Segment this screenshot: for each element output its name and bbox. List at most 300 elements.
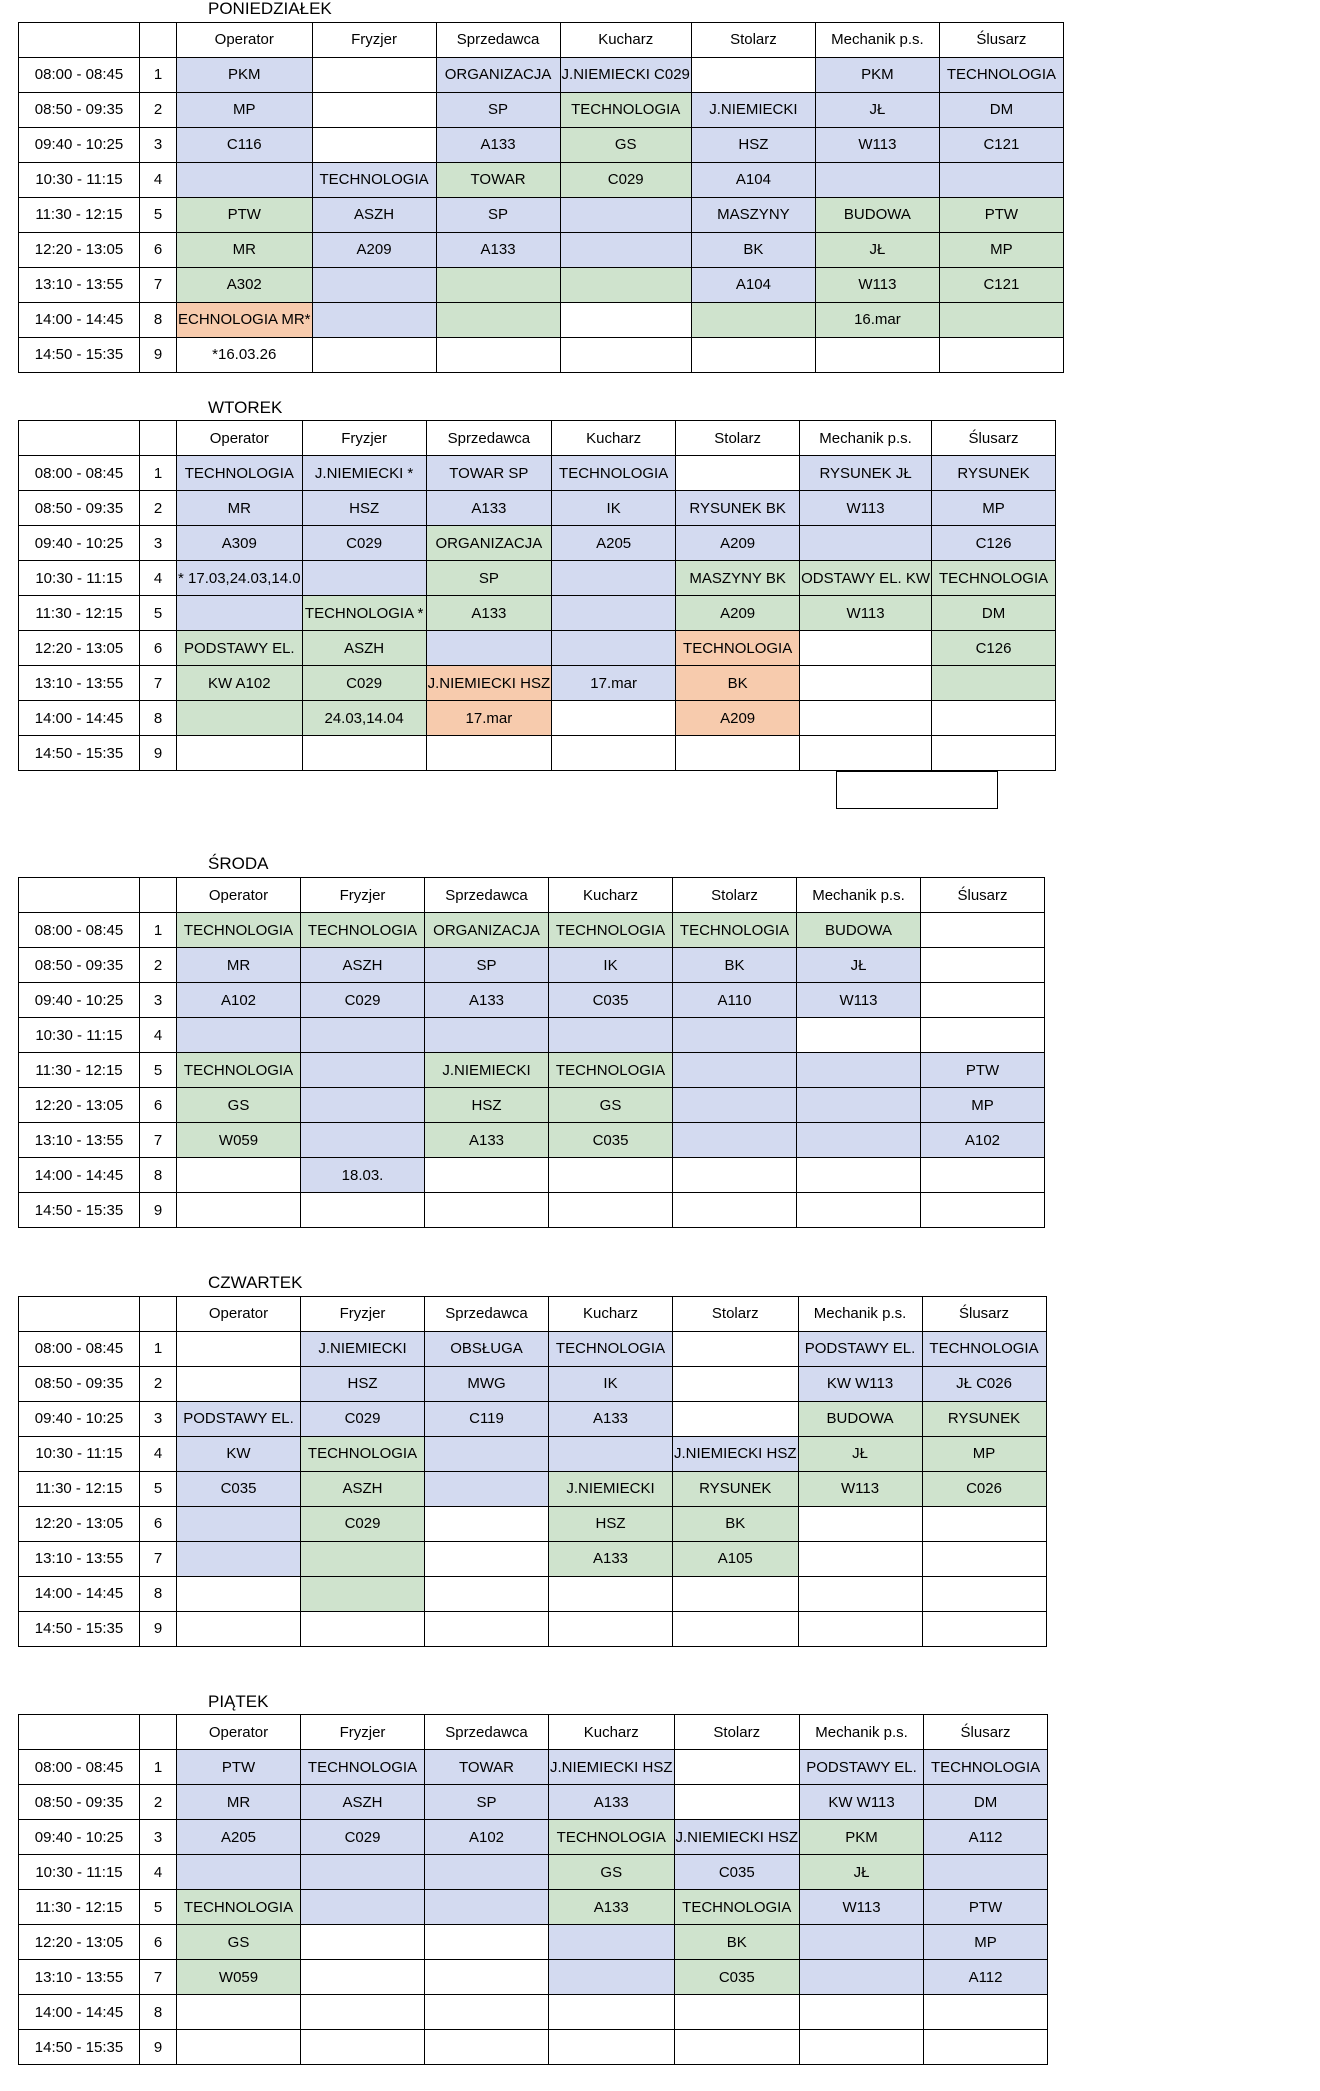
- schedule-cell[interactable]: ORGANIZACJA: [436, 57, 560, 92]
- schedule-cell[interactable]: A309: [177, 526, 303, 561]
- schedule-cell[interactable]: [177, 1541, 301, 1576]
- schedule-cell[interactable]: C035: [674, 1960, 800, 1995]
- schedule-cell[interactable]: [177, 1018, 301, 1053]
- schedule-cell[interactable]: [691, 337, 815, 372]
- schedule-cell[interactable]: [552, 561, 676, 596]
- schedule-cell[interactable]: [560, 337, 691, 372]
- schedule-cell[interactable]: [673, 1401, 799, 1436]
- schedule-cell[interactable]: [425, 1576, 549, 1611]
- schedule-cell[interactable]: [425, 1193, 549, 1228]
- schedule-cell[interactable]: [301, 1576, 425, 1611]
- schedule-cell[interactable]: [425, 1960, 549, 1995]
- schedule-cell[interactable]: JŁ: [800, 1855, 924, 1890]
- schedule-cell[interactable]: [552, 596, 676, 631]
- schedule-cell[interactable]: [301, 1088, 425, 1123]
- schedule-cell[interactable]: A205: [552, 526, 676, 561]
- schedule-cell[interactable]: [425, 1855, 549, 1890]
- schedule-cell[interactable]: HSZ: [691, 127, 815, 162]
- schedule-cell[interactable]: *16.03.26: [177, 337, 313, 372]
- schedule-cell[interactable]: BK: [673, 1506, 799, 1541]
- schedule-cell[interactable]: KW A102: [177, 666, 303, 701]
- schedule-cell[interactable]: [177, 1506, 301, 1541]
- schedule-cell[interactable]: [815, 162, 939, 197]
- schedule-cell[interactable]: TECHNOLOGIA: [177, 1053, 301, 1088]
- schedule-cell[interactable]: ASZH: [301, 1471, 425, 1506]
- schedule-cell[interactable]: [673, 1331, 799, 1366]
- schedule-cell[interactable]: 17.mar: [426, 701, 552, 736]
- schedule-cell[interactable]: [800, 2030, 924, 2065]
- schedule-cell[interactable]: [177, 1193, 301, 1228]
- schedule-cell[interactable]: C035: [674, 1855, 800, 1890]
- schedule-cell[interactable]: [922, 1611, 1046, 1646]
- schedule-cell[interactable]: BUDOWA: [797, 913, 921, 948]
- schedule-cell[interactable]: J.NIEMIECKI HSZ: [673, 1436, 799, 1471]
- schedule-cell[interactable]: OBSŁUGA: [425, 1331, 549, 1366]
- schedule-cell[interactable]: JŁ C026: [922, 1366, 1046, 1401]
- schedule-cell[interactable]: [312, 267, 436, 302]
- schedule-cell[interactable]: J.NIEMIECKI HSZ: [674, 1820, 800, 1855]
- schedule-cell[interactable]: [922, 1576, 1046, 1611]
- schedule-cell[interactable]: [924, 1995, 1048, 2030]
- schedule-cell[interactable]: [425, 1541, 549, 1576]
- schedule-cell[interactable]: JŁ: [815, 92, 939, 127]
- schedule-cell[interactable]: BK: [673, 948, 797, 983]
- schedule-cell[interactable]: [673, 1193, 797, 1228]
- schedule-cell[interactable]: W113: [800, 491, 932, 526]
- schedule-cell[interactable]: [673, 1158, 797, 1193]
- schedule-cell[interactable]: MR: [177, 232, 313, 267]
- schedule-cell[interactable]: KW W113: [798, 1366, 922, 1401]
- schedule-cell[interactable]: TECHNOLOGIA: [301, 1750, 425, 1785]
- schedule-cell[interactable]: [301, 2030, 425, 2065]
- schedule-cell[interactable]: PTW: [924, 1890, 1048, 1925]
- schedule-cell[interactable]: [549, 1925, 675, 1960]
- schedule-cell[interactable]: [301, 1995, 425, 2030]
- schedule-cell[interactable]: MASZYNY BK: [676, 561, 800, 596]
- schedule-cell[interactable]: A133: [426, 491, 552, 526]
- schedule-cell[interactable]: A205: [177, 1820, 301, 1855]
- schedule-cell[interactable]: BK: [676, 666, 800, 701]
- schedule-cell[interactable]: [800, 526, 932, 561]
- schedule-cell[interactable]: [922, 1541, 1046, 1576]
- schedule-cell[interactable]: A102: [425, 1820, 549, 1855]
- schedule-cell[interactable]: J.NIEMIECKI: [301, 1331, 425, 1366]
- schedule-cell[interactable]: [921, 983, 1045, 1018]
- schedule-cell[interactable]: A302: [177, 267, 313, 302]
- schedule-cell[interactable]: HSZ: [302, 491, 426, 526]
- schedule-cell[interactable]: J.NIEMIECKI: [425, 1053, 549, 1088]
- schedule-cell[interactable]: [177, 1331, 301, 1366]
- schedule-cell[interactable]: [549, 1193, 673, 1228]
- schedule-cell[interactable]: TECHNOLOGIA: [177, 456, 303, 491]
- schedule-cell[interactable]: J.NIEMIECKI *: [302, 456, 426, 491]
- schedule-cell[interactable]: [797, 1123, 921, 1158]
- schedule-cell[interactable]: ORGANIZACJA: [426, 526, 552, 561]
- schedule-cell[interactable]: C121: [939, 127, 1063, 162]
- schedule-cell[interactable]: ASZH: [302, 631, 426, 666]
- schedule-cell[interactable]: J.NIEMIECKI HSZ: [426, 666, 552, 701]
- schedule-cell[interactable]: DM: [939, 92, 1063, 127]
- schedule-cell[interactable]: TECHNOLOGIA: [924, 1750, 1048, 1785]
- schedule-cell[interactable]: ASZH: [301, 1785, 425, 1820]
- schedule-cell[interactable]: C126: [932, 526, 1056, 561]
- schedule-cell[interactable]: PTW: [939, 197, 1063, 232]
- schedule-cell[interactable]: [549, 1158, 673, 1193]
- schedule-cell[interactable]: TOWAR SP: [426, 456, 552, 491]
- schedule-cell[interactable]: [549, 1018, 673, 1053]
- schedule-cell[interactable]: TECHNOLOGIA: [676, 631, 800, 666]
- schedule-cell[interactable]: TECHNOLOGIA: [922, 1331, 1046, 1366]
- schedule-cell[interactable]: PODSTAWY EL.: [800, 1750, 924, 1785]
- schedule-cell[interactable]: [691, 57, 815, 92]
- schedule-cell[interactable]: GS: [549, 1088, 673, 1123]
- schedule-cell[interactable]: [800, 736, 932, 771]
- schedule-cell[interactable]: A133: [549, 1541, 673, 1576]
- schedule-cell[interactable]: J.NIEMIECKI: [549, 1471, 673, 1506]
- schedule-cell[interactable]: [436, 302, 560, 337]
- schedule-cell[interactable]: RYSUNEK: [673, 1471, 799, 1506]
- schedule-cell[interactable]: RYSUNEK: [922, 1401, 1046, 1436]
- schedule-cell[interactable]: W113: [797, 983, 921, 1018]
- schedule-cell[interactable]: [800, 701, 932, 736]
- schedule-cell[interactable]: [800, 1925, 924, 1960]
- schedule-cell[interactable]: [425, 1890, 549, 1925]
- schedule-cell[interactable]: [800, 1960, 924, 1995]
- schedule-cell[interactable]: [302, 736, 426, 771]
- schedule-cell[interactable]: [922, 1506, 1046, 1541]
- schedule-cell[interactable]: [177, 1855, 301, 1890]
- schedule-cell[interactable]: A104: [691, 267, 815, 302]
- schedule-cell[interactable]: [673, 1088, 797, 1123]
- schedule-cell[interactable]: [674, 1995, 800, 2030]
- schedule-cell[interactable]: KW W113: [800, 1785, 924, 1820]
- schedule-cell[interactable]: HSZ: [425, 1088, 549, 1123]
- schedule-cell[interactable]: [312, 127, 436, 162]
- schedule-cell[interactable]: [177, 1611, 301, 1646]
- schedule-cell[interactable]: RYSUNEK BK: [676, 491, 800, 526]
- schedule-cell[interactable]: TECHNOLOGIA: [301, 1436, 425, 1471]
- schedule-cell[interactable]: [177, 2030, 301, 2065]
- schedule-cell[interactable]: A110: [673, 983, 797, 1018]
- schedule-cell[interactable]: * 17.03,24.03,14.0: [177, 561, 303, 596]
- schedule-cell[interactable]: MP: [177, 92, 313, 127]
- schedule-cell[interactable]: SP: [436, 92, 560, 127]
- stray-cell[interactable]: [837, 772, 998, 809]
- schedule-cell[interactable]: [177, 701, 303, 736]
- schedule-cell[interactable]: C029: [302, 666, 426, 701]
- schedule-cell[interactable]: ECHNOLOGIA MR*: [177, 302, 313, 337]
- schedule-cell[interactable]: [552, 736, 676, 771]
- schedule-cell[interactable]: KW: [177, 1436, 301, 1471]
- schedule-cell[interactable]: [800, 631, 932, 666]
- schedule-cell[interactable]: SP: [425, 948, 549, 983]
- schedule-cell[interactable]: A133: [549, 1401, 673, 1436]
- schedule-cell[interactable]: [312, 57, 436, 92]
- schedule-cell[interactable]: JŁ: [798, 1436, 922, 1471]
- schedule-cell[interactable]: SP: [426, 561, 552, 596]
- schedule-cell[interactable]: C029: [301, 1820, 425, 1855]
- schedule-cell[interactable]: [425, 1611, 549, 1646]
- schedule-cell[interactable]: A209: [676, 701, 800, 736]
- schedule-cell[interactable]: [921, 948, 1045, 983]
- schedule-cell[interactable]: RYSUNEK: [932, 456, 1056, 491]
- schedule-cell[interactable]: PTW: [177, 1750, 301, 1785]
- schedule-cell[interactable]: A209: [676, 526, 800, 561]
- schedule-cell[interactable]: W113: [815, 267, 939, 302]
- schedule-cell[interactable]: W113: [800, 596, 932, 631]
- schedule-cell[interactable]: MP: [922, 1436, 1046, 1471]
- schedule-cell[interactable]: W113: [800, 1890, 924, 1925]
- schedule-cell[interactable]: DM: [932, 596, 1056, 631]
- schedule-cell[interactable]: [815, 337, 939, 372]
- schedule-cell[interactable]: TECHNOLOGIA: [673, 913, 797, 948]
- schedule-cell[interactable]: PKM: [800, 1820, 924, 1855]
- schedule-cell[interactable]: A133: [549, 1890, 675, 1925]
- schedule-cell[interactable]: MP: [924, 1925, 1048, 1960]
- schedule-cell[interactable]: MR: [177, 491, 303, 526]
- schedule-cell[interactable]: [797, 1018, 921, 1053]
- schedule-cell[interactable]: TECHNOLOGIA: [549, 1820, 675, 1855]
- schedule-cell[interactable]: [939, 302, 1063, 337]
- schedule-cell[interactable]: TECHNOLOGIA: [674, 1890, 800, 1925]
- schedule-cell[interactable]: TECHNOLOGIA: [932, 561, 1056, 596]
- schedule-cell[interactable]: TECHNOLOGIA: [312, 162, 436, 197]
- schedule-cell[interactable]: [549, 1576, 673, 1611]
- schedule-cell[interactable]: [549, 1436, 673, 1471]
- schedule-cell[interactable]: TECHNOLOGIA: [177, 913, 301, 948]
- schedule-cell[interactable]: [691, 302, 815, 337]
- schedule-cell[interactable]: [425, 1995, 549, 2030]
- schedule-cell[interactable]: BUDOWA: [798, 1401, 922, 1436]
- schedule-cell[interactable]: GS: [177, 1088, 301, 1123]
- schedule-cell[interactable]: 17.mar: [552, 666, 676, 701]
- schedule-cell[interactable]: JŁ: [815, 232, 939, 267]
- schedule-cell[interactable]: [676, 456, 800, 491]
- schedule-cell[interactable]: TECHNOLOGIA: [177, 1890, 301, 1925]
- schedule-cell[interactable]: [425, 1506, 549, 1541]
- schedule-cell[interactable]: [426, 736, 552, 771]
- schedule-cell[interactable]: TECHNOLOGIA: [549, 1053, 673, 1088]
- schedule-cell[interactable]: ASZH: [301, 948, 425, 983]
- schedule-cell[interactable]: MP: [939, 232, 1063, 267]
- schedule-cell[interactable]: W113: [798, 1471, 922, 1506]
- schedule-cell[interactable]: [425, 1471, 549, 1506]
- schedule-cell[interactable]: PKM: [177, 57, 313, 92]
- schedule-cell[interactable]: [932, 736, 1056, 771]
- schedule-cell[interactable]: [301, 1541, 425, 1576]
- schedule-cell[interactable]: C035: [177, 1471, 301, 1506]
- schedule-cell[interactable]: [177, 1366, 301, 1401]
- schedule-cell[interactable]: GS: [560, 127, 691, 162]
- schedule-cell[interactable]: [549, 1960, 675, 1995]
- schedule-cell[interactable]: JŁ: [797, 948, 921, 983]
- schedule-cell[interactable]: A133: [425, 983, 549, 1018]
- schedule-cell[interactable]: [921, 1158, 1045, 1193]
- schedule-cell[interactable]: SP: [436, 197, 560, 232]
- schedule-cell[interactable]: IK: [549, 948, 673, 983]
- schedule-cell[interactable]: TECHNOLOGIA: [560, 92, 691, 127]
- schedule-cell[interactable]: [932, 666, 1056, 701]
- schedule-cell[interactable]: C119: [425, 1401, 549, 1436]
- schedule-cell[interactable]: [301, 1960, 425, 1995]
- schedule-cell[interactable]: TECHNOLOGIA: [549, 1331, 673, 1366]
- schedule-cell[interactable]: [797, 1088, 921, 1123]
- schedule-cell[interactable]: [674, 1785, 800, 1820]
- schedule-cell[interactable]: TECHNOLOGIA: [549, 913, 673, 948]
- schedule-cell[interactable]: [425, 1158, 549, 1193]
- schedule-cell[interactable]: [932, 701, 1056, 736]
- schedule-cell[interactable]: A102: [921, 1123, 1045, 1158]
- schedule-cell[interactable]: TECHNOLOGIA: [552, 456, 676, 491]
- schedule-cell[interactable]: [177, 596, 303, 631]
- schedule-cell[interactable]: [301, 1855, 425, 1890]
- schedule-cell[interactable]: PODSTAWY EL.: [177, 1401, 301, 1436]
- schedule-cell[interactable]: [552, 701, 676, 736]
- schedule-cell[interactable]: [301, 1018, 425, 1053]
- schedule-cell[interactable]: A133: [425, 1123, 549, 1158]
- schedule-cell[interactable]: A112: [924, 1820, 1048, 1855]
- schedule-cell[interactable]: TOWAR: [436, 162, 560, 197]
- schedule-cell[interactable]: [549, 1995, 675, 2030]
- schedule-cell[interactable]: PODSTAWY EL.: [798, 1331, 922, 1366]
- schedule-cell[interactable]: C029: [302, 526, 426, 561]
- schedule-cell[interactable]: [939, 337, 1063, 372]
- schedule-cell[interactable]: [425, 1925, 549, 1960]
- schedule-cell[interactable]: [921, 1193, 1045, 1228]
- schedule-cell[interactable]: [177, 736, 303, 771]
- schedule-cell[interactable]: [436, 337, 560, 372]
- schedule-cell[interactable]: [436, 267, 560, 302]
- schedule-cell[interactable]: [674, 2030, 800, 2065]
- schedule-cell[interactable]: [924, 2030, 1048, 2065]
- schedule-cell[interactable]: A133: [436, 127, 560, 162]
- schedule-cell[interactable]: [301, 1925, 425, 1960]
- schedule-cell[interactable]: [426, 631, 552, 666]
- schedule-cell[interactable]: [560, 232, 691, 267]
- schedule-cell[interactable]: [673, 1611, 799, 1646]
- schedule-cell[interactable]: MP: [932, 491, 1056, 526]
- schedule-cell[interactable]: [312, 302, 436, 337]
- schedule-cell[interactable]: C121: [939, 267, 1063, 302]
- schedule-cell[interactable]: [302, 561, 426, 596]
- schedule-cell[interactable]: [552, 631, 676, 666]
- schedule-cell[interactable]: MR: [177, 948, 301, 983]
- schedule-cell[interactable]: IK: [552, 491, 676, 526]
- schedule-cell[interactable]: C026: [922, 1471, 1046, 1506]
- schedule-cell[interactable]: [177, 1158, 301, 1193]
- schedule-cell[interactable]: [921, 913, 1045, 948]
- schedule-cell[interactable]: [676, 736, 800, 771]
- schedule-cell[interactable]: [301, 1053, 425, 1088]
- schedule-cell[interactable]: C035: [549, 1123, 673, 1158]
- schedule-cell[interactable]: A112: [924, 1960, 1048, 1995]
- schedule-cell[interactable]: BK: [674, 1925, 800, 1960]
- schedule-cell[interactable]: MWG: [425, 1366, 549, 1401]
- schedule-cell[interactable]: SP: [425, 1785, 549, 1820]
- schedule-cell[interactable]: PTW: [921, 1053, 1045, 1088]
- schedule-cell[interactable]: ASZH: [312, 197, 436, 232]
- schedule-cell[interactable]: C116: [177, 127, 313, 162]
- schedule-cell[interactable]: [921, 1018, 1045, 1053]
- schedule-cell[interactable]: HSZ: [549, 1506, 673, 1541]
- schedule-cell[interactable]: A105: [673, 1541, 799, 1576]
- schedule-cell[interactable]: [673, 1576, 799, 1611]
- schedule-cell[interactable]: [425, 1018, 549, 1053]
- schedule-cell[interactable]: TECHNOLOGIA: [301, 913, 425, 948]
- schedule-cell[interactable]: MP: [921, 1088, 1045, 1123]
- schedule-cell[interactable]: J.NIEMIECKI HSZ: [549, 1750, 675, 1785]
- schedule-cell[interactable]: HSZ: [301, 1366, 425, 1401]
- schedule-cell[interactable]: [301, 1890, 425, 1925]
- schedule-cell[interactable]: [924, 1855, 1048, 1890]
- schedule-cell[interactable]: [177, 1576, 301, 1611]
- schedule-cell[interactable]: [674, 1750, 800, 1785]
- schedule-cell[interactable]: 16.mar: [815, 302, 939, 337]
- schedule-cell[interactable]: PODSTAWY EL.: [177, 631, 303, 666]
- schedule-cell[interactable]: [673, 1123, 797, 1158]
- schedule-cell[interactable]: [312, 337, 436, 372]
- schedule-cell[interactable]: A104: [691, 162, 815, 197]
- schedule-cell[interactable]: C126: [932, 631, 1056, 666]
- schedule-cell[interactable]: C029: [560, 162, 691, 197]
- schedule-cell[interactable]: A133: [426, 596, 552, 631]
- schedule-cell[interactable]: [939, 162, 1063, 197]
- schedule-cell[interactable]: [797, 1158, 921, 1193]
- schedule-cell[interactable]: [673, 1366, 799, 1401]
- schedule-cell[interactable]: C029: [301, 983, 425, 1018]
- schedule-cell[interactable]: [560, 267, 691, 302]
- schedule-cell[interactable]: [560, 197, 691, 232]
- schedule-cell[interactable]: [301, 1193, 425, 1228]
- schedule-cell[interactable]: [797, 1193, 921, 1228]
- schedule-cell[interactable]: [177, 162, 313, 197]
- schedule-cell[interactable]: ODSTAWY EL. KW: [800, 561, 932, 596]
- schedule-cell[interactable]: [798, 1541, 922, 1576]
- schedule-cell[interactable]: [425, 2030, 549, 2065]
- schedule-cell[interactable]: IK: [549, 1366, 673, 1401]
- schedule-cell[interactable]: W059: [177, 1960, 301, 1995]
- schedule-cell[interactable]: W059: [177, 1123, 301, 1158]
- schedule-cell[interactable]: RYSUNEK JŁ: [800, 456, 932, 491]
- schedule-cell[interactable]: C029: [301, 1401, 425, 1436]
- schedule-cell[interactable]: [673, 1018, 797, 1053]
- schedule-cell[interactable]: [800, 666, 932, 701]
- schedule-cell[interactable]: A209: [676, 596, 800, 631]
- schedule-cell[interactable]: GS: [549, 1855, 675, 1890]
- schedule-cell[interactable]: [800, 1995, 924, 2030]
- schedule-cell[interactable]: [798, 1506, 922, 1541]
- schedule-cell[interactable]: W113: [815, 127, 939, 162]
- schedule-cell[interactable]: MASZYNY: [691, 197, 815, 232]
- schedule-cell[interactable]: TECHNOLOGIA: [939, 57, 1063, 92]
- schedule-cell[interactable]: PTW: [177, 197, 313, 232]
- schedule-cell[interactable]: TOWAR: [425, 1750, 549, 1785]
- schedule-cell[interactable]: J.NIEMIECKI: [691, 92, 815, 127]
- schedule-cell[interactable]: A102: [177, 983, 301, 1018]
- schedule-cell[interactable]: [301, 1123, 425, 1158]
- schedule-cell[interactable]: A133: [549, 1785, 675, 1820]
- schedule-cell[interactable]: BUDOWA: [815, 197, 939, 232]
- schedule-cell[interactable]: A209: [312, 232, 436, 267]
- schedule-cell[interactable]: DM: [924, 1785, 1048, 1820]
- schedule-cell[interactable]: [549, 1611, 673, 1646]
- schedule-cell[interactable]: [425, 1436, 549, 1471]
- schedule-cell[interactable]: [798, 1576, 922, 1611]
- schedule-cell[interactable]: C029: [301, 1506, 425, 1541]
- schedule-cell[interactable]: [301, 1611, 425, 1646]
- schedule-cell[interactable]: TECHNOLOGIA *: [302, 596, 426, 631]
- schedule-cell[interactable]: 18.03.: [301, 1158, 425, 1193]
